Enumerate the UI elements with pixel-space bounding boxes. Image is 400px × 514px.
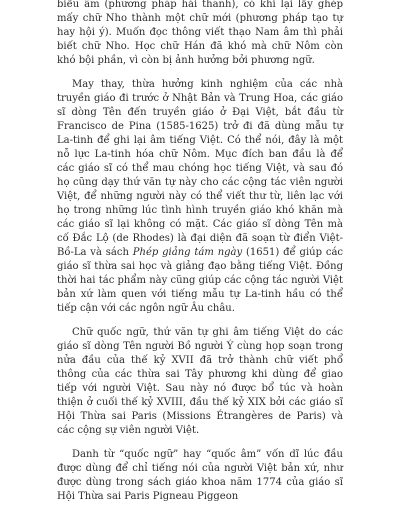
book-title-emphasis: Phép giảng tám ngày xyxy=(132,247,243,258)
paragraph-2 xyxy=(57,78,343,316)
body-text xyxy=(57,0,343,514)
paragraph-3: Chữ quốc ngữ, thứ văn tự ghi âm tiếng Việt do các giáo sĩ dòng Tên người Bồ người Ý cùng họp soạn trong nửa đầu của thế kỷ XVII đã trở thành chữ viết phổ thông của các thừa sai Tây phương khi dùng để giao tiếp với người Việt. Sau này nó được bổ túc và hoàn thiện ở cuối thế kỷ XVIII, đầu thế kỷ XIX bởi các giáo sĩ Hội Thừa sai Paris (Missions Étrangères de Paris) và các cộng sự viên người Việt. xyxy=(57,327,343,436)
paragraph-2-text-after: (1651) để giúp các giáo sĩ thừa sai học và giảng đạo bằng tiếng Việt. Đồng thời hai tác phẩm này cũng giúp các cộng tác người Việt bản xứ làm quen với tiếng mẫu tự La-tinh hầu có thể tiếp cận với các ngôn ngữ Âu châu. xyxy=(57,247,344,314)
paragraph-2-text-before: May thay, thừa hưởng kinh nghiệm của các nhà truyền giáo đi trước ở Nhật Bản và Trung Hoa, các giáo sĩ dòng Tên đến truyền giáo ở Đại Việt, bắt đầu từ Francisco de Pina (1585-1625) trở đi đã dùng mẫu tự La-tinh để ghi lại âm tiếng Việt. Có thể nói, đây là một nỗ lực La-tinh hóa chữ Nôm. Mục đích ban đầu là để các giáo sĩ có thể mau chóng học tiếng Việt, và sau đó họ cũng dạy thứ văn tự này cho các cộng tác viên người Việt, để những người này có thể viết thư từ, liên lạc với họ trong những lúc tình hình truyền giáo khó khăn mà các giáo sĩ lại không có mặt. Các giáo sĩ dòng Tên mà cố Đắc Lộ (de Rhodes) là đại diện đã soạn từ điển Việt-Bồ-La và sách xyxy=(57,79,343,258)
paragraph-1: biểu âm (phương pháp hài thanh), có khi lại lấy ghép mấy chữ Nho thành một chữ mới (phương pháp tạo tự hay hội ý). Muốn đọc thông viết thạo Nam âm thì phải biết chữ Nho. Học chữ Hán đã khó mà chữ Nôm còn khó bội phần, vì còn bị ảnh hưởng bởi phương ngữ. xyxy=(57,0,343,66)
paragraph-4: Danh từ “quốc ngữ” hay “quốc âm” vốn dĩ lúc đầu được dùng để chỉ tiếng nói của người Việt bản xứ, như được dùng trong sách giáo khoa năm 1774 của giáo sĩ Hội Thừa sai Paris Pigneau Piggeon xyxy=(57,449,343,502)
